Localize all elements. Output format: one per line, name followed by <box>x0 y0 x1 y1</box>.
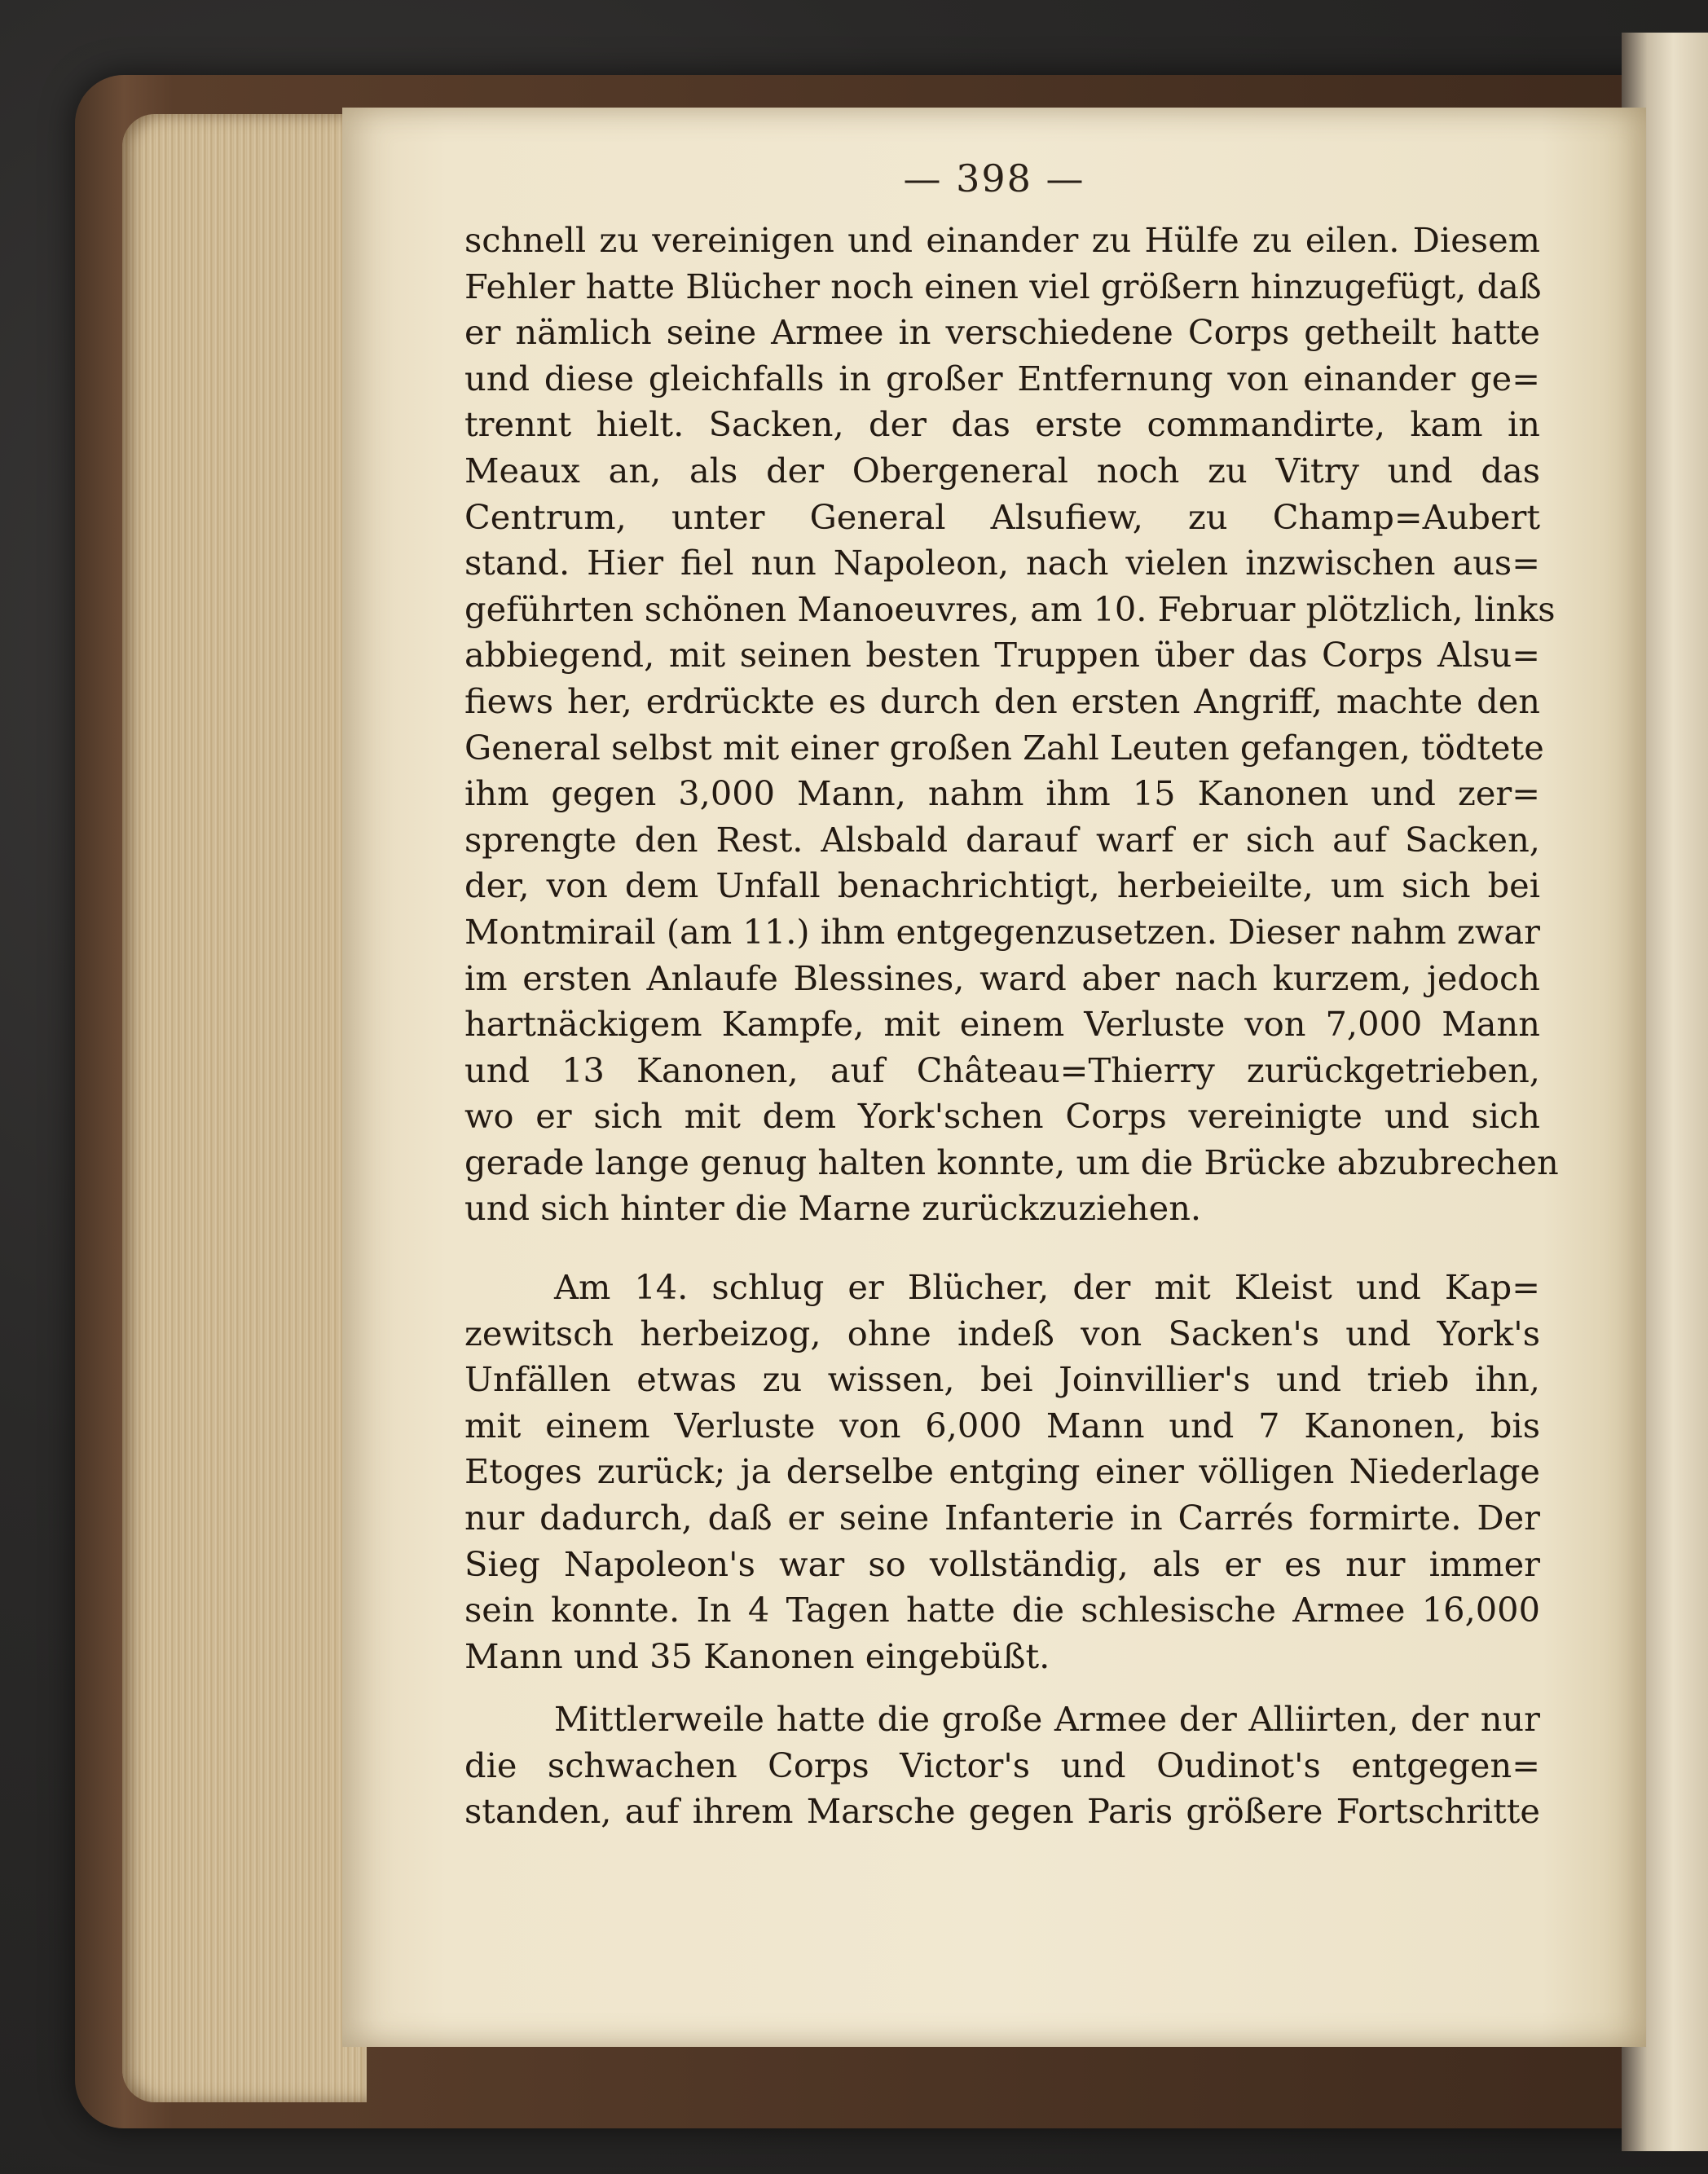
text-line: hartnäckigem Kampfe, mit einem Verluste von 7,000 Mann <box>464 1004 1540 1045</box>
text-line: er nämlich seine Armee in verschiedene Corps getheilt hatte <box>464 312 1540 353</box>
text-line: gerade lange genug halten konnte, um die Brücke abzubrechen <box>464 1142 1559 1182</box>
text-line: und diese gleichfalls in großer Entfernung von einander ge= <box>464 358 1540 398</box>
text-line: wo er sich mit dem York'schen Corps vereinigte und sich <box>464 1096 1540 1137</box>
paragraph-3 <box>464 1697 1540 1835</box>
text-line: fiews her, erdrückte es durch den ersten Angriff, machte den <box>464 680 1540 721</box>
text-line: Mittlerweile hatte die große Armee der Alliirten, der nur <box>554 1699 1540 1739</box>
text-line: Centrum, unter General Alsufiew, zu Champ=Aubert <box>464 496 1540 537</box>
text-line: Mann und 35 Kanonen eingebüßt. <box>464 1635 1050 1676</box>
text-line: General selbst mit einer großen Zahl Leuten gefangen, tödtete <box>464 727 1544 768</box>
text-line: nur dadurch, daß er seine Infanterie in Carrés formirte. Der <box>464 1497 1540 1538</box>
page-number: — 398 — <box>903 156 1085 200</box>
text-line: zewitsch herbeizog, ohne indeß von Sacken's und York's <box>464 1313 1540 1353</box>
text-line: Sieg Napoleon's war so vollständig, als er es nur immer <box>464 1543 1540 1584</box>
text-line: Meaux an, als der Obergeneral noch zu Vitry und das <box>464 450 1540 491</box>
text-line: trennt hielt. Sacken, der das erste commandirte, kam in <box>464 404 1540 445</box>
text-line: mit einem Verluste von 6,000 Mann und 7 Kanonen, bis <box>464 1405 1540 1446</box>
paragraph-1 <box>464 218 1559 1232</box>
text-line: der, von dem Unfall benachrichtigt, herbeieilte, um sich bei <box>464 865 1540 906</box>
text-line: Etoges zurück; ja derselbe entging einer völligen Niederlage <box>464 1451 1540 1492</box>
text-line: schnell zu vereinigen und einander zu Hülfe zu eilen. Diesem <box>464 220 1540 260</box>
text-line: und 13 Kanonen, auf Château=Thierry zurückgetrieben, <box>464 1050 1540 1090</box>
text-line: die schwachen Corps Victor's und Oudinot's entgegen= <box>464 1745 1540 1785</box>
book-page <box>342 108 1646 2047</box>
text-line: Am 14. schlug er Blücher, der mit Kleist und Kap= <box>554 1267 1540 1307</box>
page-edges <box>122 114 367 2102</box>
text-line: sprengte den Rest. Alsbald darauf warf er sich auf Sacken, <box>464 819 1540 860</box>
text-line: und sich hinter die Marne zurückzuziehen. <box>464 1188 1202 1229</box>
paragraph-2 <box>464 1265 1540 1679</box>
text-line: im ersten Anlaufe Blessines, ward aber nach kurzem, jedoch <box>464 957 1540 998</box>
text-line: Fehler hatte Blücher noch einen viel größern hinzugefügt, daß <box>464 266 1542 306</box>
text-line: geführten schönen Manoeuvres, am 10. Februar plötzlich, links <box>464 588 1556 629</box>
text-line: Montmirail (am 11.) ihm entgegenzusetzen. Dieser nahm zwar <box>464 911 1540 952</box>
text-line: Unfällen etwas zu wissen, bei Joinvillier's und trieb ihn, <box>464 1359 1540 1400</box>
text-line: stand. Hier fiel nun Napoleon, nach vielen inzwischen aus= <box>464 543 1540 583</box>
text-line: sein konnte. In 4 Tagen hatte die schlesische Armee 16,000 <box>464 1590 1540 1630</box>
text-line: standen, auf ihrem Marsche gegen Paris größere Fortschritte <box>464 1791 1540 1832</box>
text-line: ihm gegen 3,000 Mann, nahm ihm 15 Kanonen und zer= <box>464 773 1540 814</box>
text-line: abbiegend, mit seinen besten Truppen über das Corps Alsu= <box>464 635 1540 676</box>
